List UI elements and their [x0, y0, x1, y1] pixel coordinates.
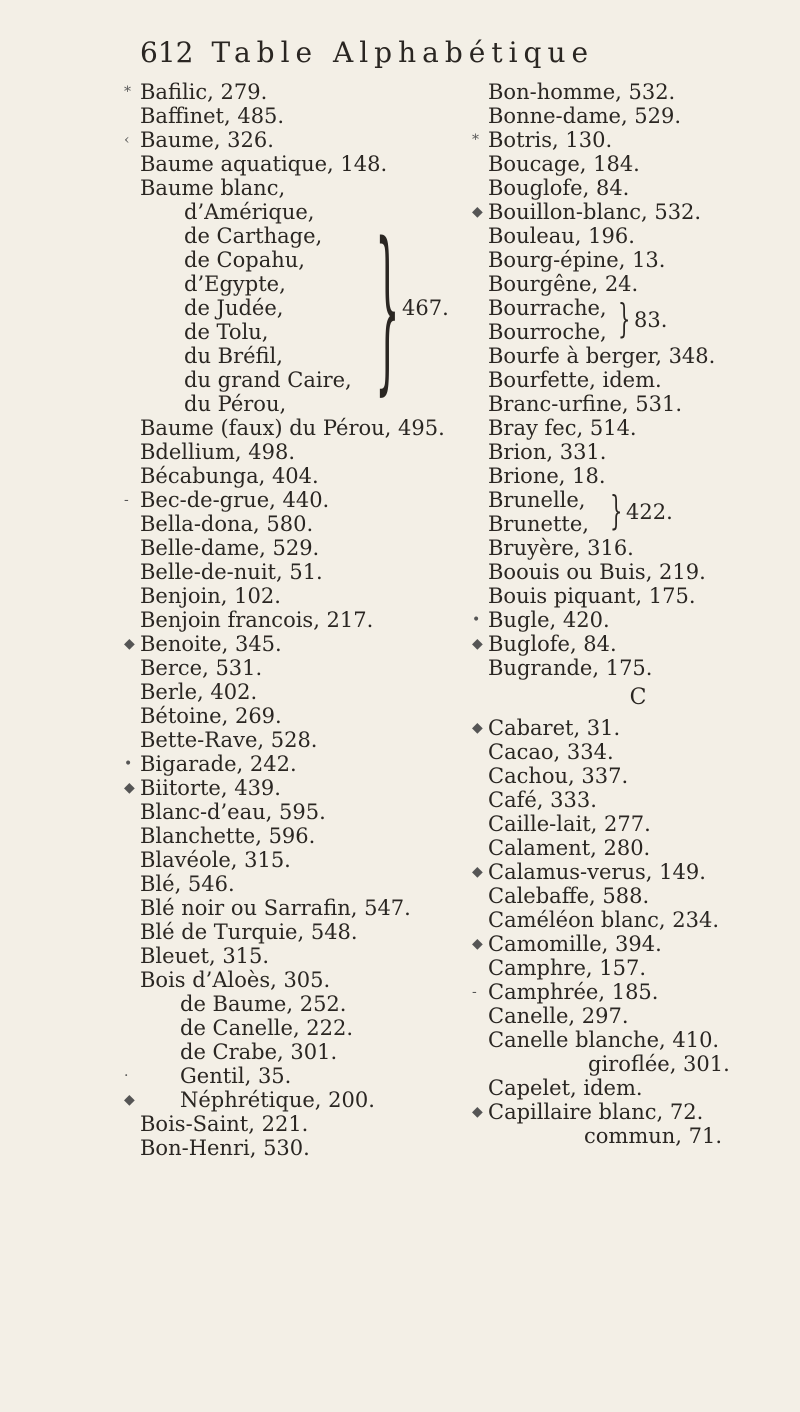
entry-text: de Canelle, 222. [180, 1016, 354, 1040]
index-entry [140, 920, 480, 944]
margin-mark: ◆ [472, 204, 483, 220]
index-entry [488, 836, 788, 860]
entry-text: Blanchette, 596. [140, 824, 316, 848]
entry-text: Blé, 546. [140, 872, 235, 896]
index-entry [488, 656, 788, 680]
index-entry [488, 176, 788, 200]
index-entry [488, 104, 788, 128]
index-entry [488, 1076, 788, 1100]
entry-text: Bétoine, 269. [140, 704, 282, 728]
index-entry [140, 1040, 480, 1064]
index-entry [124, 1088, 480, 1112]
entry-text: Bouglofe, 84. [488, 176, 630, 200]
margin-mark: ◆ [472, 936, 483, 952]
index-entry [488, 1028, 788, 1052]
index-entry [140, 560, 480, 584]
group-page-number: 83. [634, 308, 668, 332]
curly-brace: } [610, 489, 623, 534]
index-entry [488, 392, 788, 416]
index-entry [140, 656, 480, 680]
index-entry [488, 740, 788, 764]
entry-text: Caméléon blanc, 234. [488, 908, 719, 932]
entry-text: Benoite, 345. [140, 632, 282, 656]
entry-text: Bois-Saint, 221. [140, 1112, 309, 1136]
entry-text: Bouleau, 196. [488, 224, 635, 248]
entry-text: Bourfette, idem. [488, 368, 662, 392]
index-entry [140, 944, 480, 968]
entry-text: Canelle, 297. [488, 1004, 629, 1028]
entry-text: Berle, 402. [140, 680, 258, 704]
margin-mark: ‹ [124, 132, 130, 148]
index-entry [140, 800, 480, 824]
entry-text: Blé de Turquie, 548. [140, 920, 358, 944]
index-entry [140, 176, 480, 200]
entry-text: Bella-dona, 580. [140, 512, 314, 536]
index-entry [488, 248, 788, 272]
entry-text: Baume, 326. [140, 128, 274, 152]
margin-mark: ◆ [124, 636, 135, 652]
group-item: Bourrache, [488, 296, 607, 320]
index-entry [488, 1052, 788, 1076]
index-entry [140, 1112, 480, 1136]
entry-text: Calament, 280. [488, 836, 651, 860]
index-entry [472, 632, 788, 656]
index-entry [472, 860, 788, 884]
index-entry [488, 344, 788, 368]
index-entry [140, 680, 480, 704]
entry-text: Bleuet, 315. [140, 944, 270, 968]
group-item: Brunette, [488, 512, 589, 536]
index-entry [488, 1124, 788, 1148]
index-entry [472, 128, 788, 152]
left-column [124, 80, 480, 1160]
bourrache-group [488, 296, 788, 344]
index-entry [140, 728, 480, 752]
index-entry [140, 104, 480, 128]
index-entry [472, 980, 788, 1004]
index-entry [488, 464, 788, 488]
entry-text: Bray fec, 514. [488, 416, 637, 440]
page-number: 612 [140, 36, 194, 69]
entry-text: Bruyère, 316. [488, 536, 634, 560]
index-entry [140, 416, 480, 440]
index-entry [140, 608, 480, 632]
margin-mark: - [124, 492, 129, 508]
right-column [472, 80, 788, 1148]
index-entry [140, 704, 480, 728]
entry-text: Néphrétique, 200. [180, 1088, 375, 1112]
group-item: Bourroche, [488, 320, 607, 344]
group-item: du Bréfil, [184, 344, 283, 368]
index-entry [140, 512, 480, 536]
index-entry [488, 224, 788, 248]
index-entry [140, 848, 480, 872]
index-entry [488, 536, 788, 560]
group-item: de Judée, [184, 296, 284, 320]
index-entry [488, 788, 788, 812]
entry-text: Bafilic, 279. [140, 80, 268, 104]
margin-mark: • [472, 612, 481, 628]
index-entry [124, 752, 480, 776]
index-entry [140, 584, 480, 608]
entry-text: Brion, 331. [488, 440, 607, 464]
entry-text: Bette-Rave, 528. [140, 728, 318, 752]
group-item: de Carthage, [184, 224, 323, 248]
entry-text: Cachou, 337. [488, 764, 629, 788]
entry-text: commun, 71. [584, 1124, 723, 1148]
index-entry [488, 1004, 788, 1028]
entry-text: Baume blanc, [140, 176, 286, 200]
entry-text: giroflée, 301. [588, 1052, 730, 1076]
margin-mark: - [472, 984, 477, 1000]
index-entry [488, 812, 788, 836]
entry-text: Caille-lait, 277. [488, 812, 651, 836]
margin-mark: ◆ [472, 720, 483, 736]
entry-text: Buglofe, 84. [488, 632, 617, 656]
entry-text: Blanc-d’eau, 595. [140, 800, 326, 824]
entry-text: Belle-de-nuit, 51. [140, 560, 323, 584]
entry-text: Café, 333. [488, 788, 597, 812]
index-entry [472, 200, 788, 224]
index-entry [488, 764, 788, 788]
entry-text: Blé noir ou Sarrafin, 547. [140, 896, 411, 920]
entry-text: Cabaret, 31. [488, 716, 621, 740]
index-entry [124, 488, 480, 512]
index-entry [488, 152, 788, 176]
entry-text: Bugrande, 175. [488, 656, 653, 680]
index-entry [140, 440, 480, 464]
index-entry [140, 896, 480, 920]
curly-brace: } [375, 205, 400, 411]
index-entry [488, 884, 788, 908]
entry-text: Boouis ou Buis, 219. [488, 560, 706, 584]
index-entry [140, 872, 480, 896]
margin-mark: * [124, 84, 131, 100]
entry-text: Calebaffe, 588. [488, 884, 650, 908]
entry-text: de Baume, 252. [180, 992, 347, 1016]
index-entry [124, 1064, 480, 1088]
index-entry [124, 632, 480, 656]
group-item: d’Egypte, [184, 272, 286, 296]
entry-text: Camphre, 157. [488, 956, 647, 980]
index-entry [140, 992, 480, 1016]
margin-mark: ◆ [124, 780, 135, 796]
margin-mark: ◆ [472, 636, 483, 652]
index-entry [472, 932, 788, 956]
entry-text: Berce, 531. [140, 656, 263, 680]
index-entry [488, 584, 788, 608]
index-entry [140, 968, 480, 992]
entry-text: Bon-Henri, 530. [140, 1136, 310, 1160]
entry-text: Calamus-verus, 149. [488, 860, 706, 884]
index-entry [140, 152, 480, 176]
baume-blanc-group [140, 200, 480, 416]
group-item: de Copahu, [184, 248, 305, 272]
entry-text: Blavéole, 315. [140, 848, 291, 872]
group-item: du grand Caire, [184, 368, 352, 392]
entry-text: Bon-homme, 532. [488, 80, 676, 104]
entry-text: Capelet, idem. [488, 1076, 643, 1100]
entry-text: Canelle blanche, 410. [488, 1028, 720, 1052]
index-entry [140, 464, 480, 488]
margin-mark: • [124, 756, 133, 772]
entry-text: Bonne-dame, 529. [488, 104, 682, 128]
entry-text: Bécabunga, 404. [140, 464, 319, 488]
group-item: Brunelle, [488, 488, 586, 512]
index-entry [140, 824, 480, 848]
entry-text: Baffinet, 485. [140, 104, 285, 128]
entry-text: Benjoin, 102. [140, 584, 281, 608]
entry-text: Gentil, 35. [180, 1064, 292, 1088]
index-entry [140, 1016, 480, 1040]
index-entry [488, 560, 788, 584]
page-title: Table Alphabétique [211, 36, 595, 69]
margin-mark: * [472, 132, 479, 148]
margin-mark: ◆ [472, 864, 483, 880]
index-entry [472, 716, 788, 740]
group-item: de Tolu, [184, 320, 269, 344]
entry-text: Boucage, 184. [488, 152, 640, 176]
margin-mark: ◆ [472, 1104, 483, 1120]
entry-text: Belle-dame, 529. [140, 536, 320, 560]
index-entry [140, 536, 480, 560]
index-entry [488, 908, 788, 932]
entry-text: Bec-de-grue, 440. [140, 488, 330, 512]
index-entry [124, 128, 480, 152]
entry-text: Baume (faux) du Pérou, 495. [140, 416, 445, 440]
entry-text: Bouillon-blanc, 532. [488, 200, 702, 224]
group-page-number: 422. [626, 500, 673, 524]
index-entry [488, 272, 788, 296]
group-item: d’Amérique, [184, 200, 315, 224]
entry-text: Camphrée, 185. [488, 980, 659, 1004]
index-entry [140, 1136, 480, 1160]
index-entry [488, 956, 788, 980]
entry-text: Baume aquatique, 148. [140, 152, 388, 176]
entry-text: Bourg-épine, 13. [488, 248, 666, 272]
index-entry [488, 416, 788, 440]
entry-text: Bourfe à berger, 348. [488, 344, 716, 368]
entry-text: Cacao, 334. [488, 740, 614, 764]
brunelle-group [488, 488, 788, 536]
index-entry [488, 440, 788, 464]
entry-text: Branc-urfine, 531. [488, 392, 683, 416]
entry-text: Bugle, 420. [488, 608, 610, 632]
index-entry [488, 368, 788, 392]
index-entry [124, 776, 480, 800]
entry-text: Camomille, 394. [488, 932, 662, 956]
page-header [140, 36, 780, 72]
entry-text: Biitorte, 439. [140, 776, 281, 800]
entry-text: Brione, 18. [488, 464, 606, 488]
curly-brace: } [618, 297, 631, 342]
entry-text: Bourgêne, 24. [488, 272, 639, 296]
entry-text: de Crabe, 301. [180, 1040, 338, 1064]
entry-text: Capillaire blanc, 72. [488, 1100, 704, 1124]
entry-text: Bouis piquant, 175. [488, 584, 696, 608]
group-item: du Pérou, [184, 392, 287, 416]
margin-mark: · [124, 1068, 129, 1084]
entry-text: Benjoin francois, 217. [140, 608, 374, 632]
entry-text: Bigarade, 242. [140, 752, 297, 776]
index-entry [472, 608, 788, 632]
group-page-number: 467. [402, 296, 449, 320]
entry-text: Botris, 130. [488, 128, 613, 152]
entry-text: Bois d’Aloès, 305. [140, 968, 331, 992]
section-letter-c: C [629, 685, 647, 710]
index-entry [472, 1100, 788, 1124]
entry-text: Bdellium, 498. [140, 440, 295, 464]
margin-mark: ◆ [124, 1092, 135, 1108]
index-entry [488, 80, 788, 104]
index-entry [124, 80, 480, 104]
